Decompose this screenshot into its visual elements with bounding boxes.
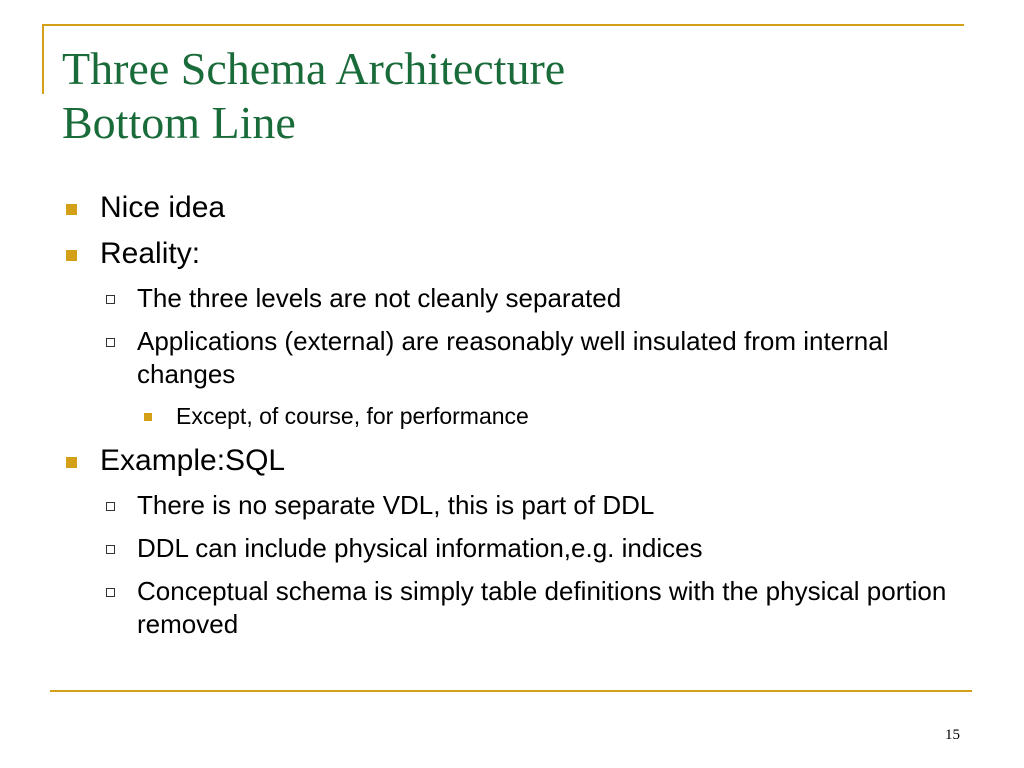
hollow-square-bullet-icon (106, 338, 115, 347)
page-number: 15 (945, 727, 960, 743)
sub-bullet-item (62, 532, 962, 565)
sub-bullet-text: Applications (external) are reasonably well insulated from internal changes (137, 326, 889, 389)
square-bullet-icon (66, 204, 77, 215)
bullet-text: Nice idea (100, 191, 226, 224)
hollow-square-bullet-icon (106, 295, 115, 304)
square-bullet-icon (66, 250, 77, 261)
sub-bullet-item (62, 575, 962, 641)
hollow-square-bullet-icon (106, 545, 115, 554)
sub-bullet-item (62, 282, 962, 315)
bottom-rule (50, 690, 972, 692)
bullet-text: Reality: (100, 237, 201, 270)
slide-title (62, 42, 962, 150)
sub-sub-bullet-item (62, 401, 962, 431)
square-bullet-icon (144, 413, 152, 421)
title-line-1: Three Schema Architecture (62, 43, 566, 94)
sub-bullet-text: Conceptual schema is simply table definitions with the physical portion removed (137, 576, 947, 639)
sub-bullet-item (62, 489, 962, 522)
bullet-item (62, 190, 962, 226)
sub-sub-bullet-text: Except, of course, for performance (176, 403, 529, 429)
sub-bullet-text: The three levels are not cleanly separated (137, 283, 622, 313)
top-rule (42, 24, 964, 26)
sub-bullet-item (62, 325, 962, 391)
bullet-list (62, 190, 962, 651)
left-rule (42, 24, 44, 94)
sub-bullet-text: DDL can include physical information,e.g. indices (137, 533, 703, 563)
hollow-square-bullet-icon (106, 502, 115, 511)
bullet-text: Example:SQL (100, 444, 286, 477)
hollow-square-bullet-icon (106, 588, 115, 597)
title-line-2: Bottom Line (62, 97, 296, 148)
bullet-item (62, 443, 962, 479)
bullet-item (62, 236, 962, 272)
square-bullet-icon (66, 457, 77, 468)
sub-bullet-text: There is no separate VDL, this is part of DDL (137, 490, 655, 520)
